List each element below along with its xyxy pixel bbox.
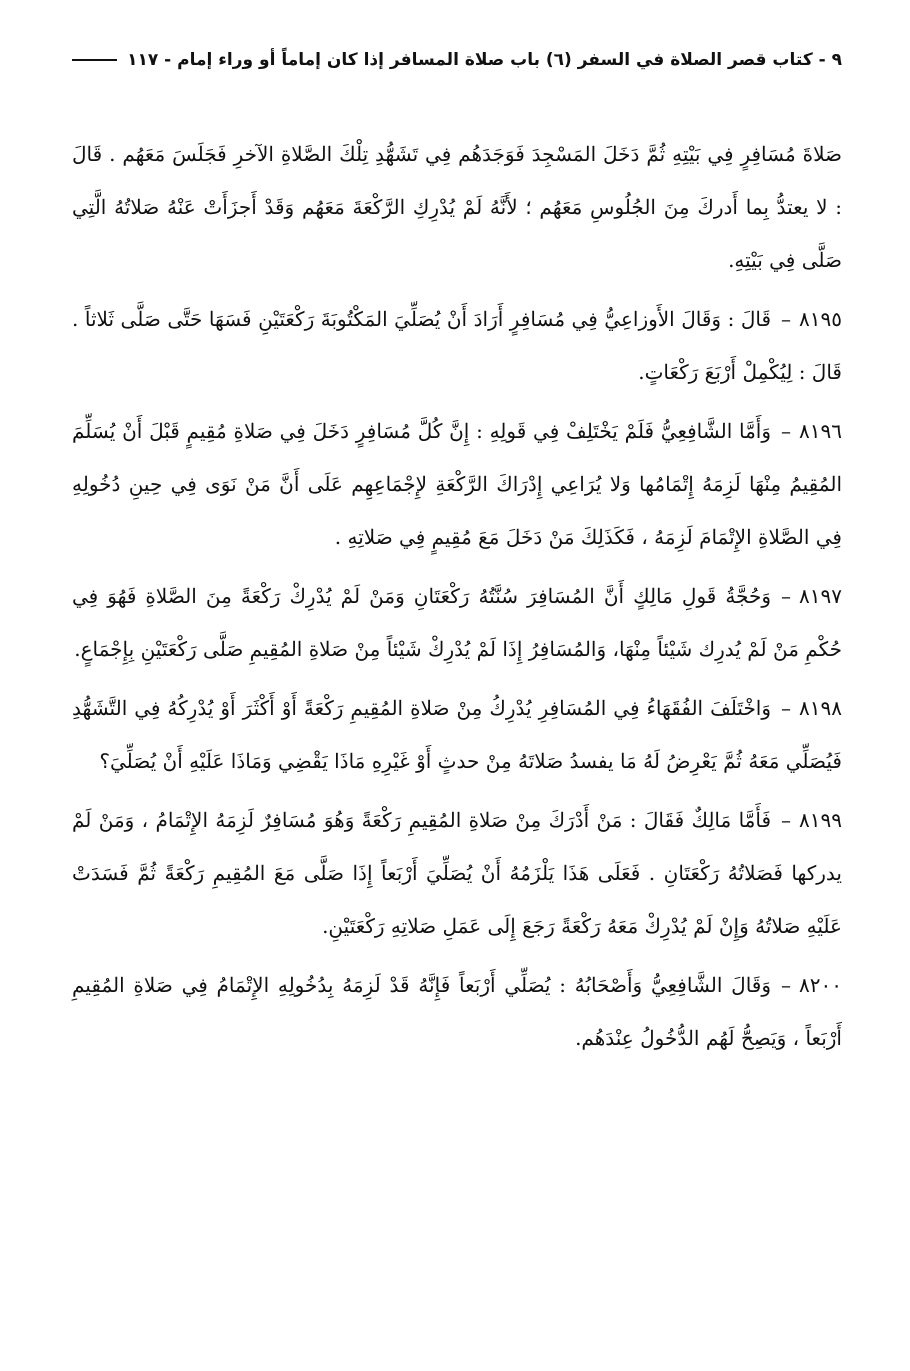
paragraph-number: ٨١٩٨ — [799, 696, 842, 720]
paragraph-dash: – — [781, 307, 792, 331]
paragraph-8195 — [72, 293, 842, 399]
paragraph-8196 — [72, 405, 842, 564]
paragraph-text: وَقَالَ الشَّافِعِيُّ وَأَصْحَابُهُ : يُصَلِّي أَرْبَعاً فَإِنَّهُ قَدْ لَزِمَهُ بِدُخُولِهِ الإِتْمَامُ فِي صَلاةِ المُقِيمِ أَرْبَعاً ، وَيَصِحُّ لَهُم الدُّخُولُ عِنْدَهُم. — [72, 973, 842, 1050]
paragraph-text: وَحُجَّةُ قَولِ مَالِكٍ أَنَّ المُسَافِرَ سُنَّتُهُ رَكْعَتَانِ وَمَنْ لَمْ يُدْرِكْ رَكْعَةً مِنَ الصَّلاةِ فَهُوَ فِي حُكْمِ مَنْ لَمْ يُدرِك شَيْئاً مِنْهَا، وَالمُسَافِرُ إِذَا لَمْ يُدْرِكْ شَيْئاً مِنْ صَلاةِ المُقِيمِ صَلَّى رَكْعَتَيْنِ بِإِجْمَاعٍ. — [72, 584, 842, 661]
running-title: ٩ - كتاب قصر الصلاة في السفر (٦) باب صلاة المسافر إذا كان إماماً أو وراء إمام - ١١٧ — [127, 50, 842, 70]
paragraph-number: ٨١٩٧ — [799, 584, 842, 608]
paragraph-number: ٨١٩٦ — [799, 419, 842, 443]
paragraph-8199 — [72, 794, 842, 953]
paragraph-8197 — [72, 570, 842, 676]
page-body — [72, 128, 842, 1065]
paragraph-number: ٨١٩٩ — [799, 808, 842, 832]
paragraph-dash: – — [781, 973, 792, 997]
paragraph-text: وَاخْتَلَفَ الفُقَهَاءُ فِي المُسَافِرِ يُدْرِكُ مِنْ صَلاةِ المُقِيمِ رَكْعَةً أَوْ أَكْثَرَ أَوْ يُدْرِكُهُ فِي التَّشَهُّدِ فَيُصَلِّي مَعَهُ ثُمَّ يَعْرِضُ لَهُ مَا يفسدُ صَلاتَهُ مِنْ حدثٍ أَوْ غَيْرِهِ مَاذَا يَقْضِي وَمَاذَا عَلَيْهِ أَنْ يُصَلِّيَ؟ — [72, 696, 842, 773]
paragraph-dash: – — [781, 419, 792, 443]
book-page — [72, 40, 842, 1340]
opening-paragraph: صَلاةَ مُسَافِرٍ فِي بَيْتِهِ ثُمَّ دَخَلَ المَسْجِدَ فَوَجَدَهُم فِي تَشَهُّدِ تِلْكَ الصَّلاةِ الآخرِ فَجَلَسَ مَعَهُم . قَالَ : لا يعتدُّ بِما أَدركَ مِنَ الجُلُوسِ مَعَهُم ؛ لأَنَّهُ لَمْ يُدْرِكِ الرَّكْعَةَ مَعَهُم وَقَدْ أَجزَأَتْ عَنْهُ صَلاتُهُ الَّتِي صَلَّى فِي بَيْتِهِ. — [72, 142, 842, 272]
running-header — [72, 40, 842, 80]
paragraph-text: فَأَمَّا مَالِكٌ فَقَالَ : مَنْ أَدْرَكَ مِنْ صَلاةِ المُقِيمِ رَكْعَةً وَهُوَ مُسَافِرٌ لَزِمَهُ الإِتْمَامُ ، وَمَنْ لَمْ يدركها فَصَلاتُهُ رَكْعَتَانِ . فَعَلَى هَذَا يَلْزَمُهُ أَنْ يُصَلِّيَ أَرْبَعاً إِذَا صَلَّى مَعَ المُقِيمِ رَكْعَةً ثُمَّ فَسَدَتْ عَلَيْهِ صَلاتُهُ وَإِنْ لَمْ يُدْرِكْ مَعَهُ رَكْعَةً رَجَعَ إِلَى عَمَلِ صَلاتِهِ رَكْعَتَيْنِ. — [72, 808, 842, 938]
paragraph-dash: – — [781, 808, 792, 832]
paragraph-text: قَالَ : وَقَالَ الأَوزاعِيُّ فِي مُسَافِرٍ أَرَادَ أَنْ يُصَلِّيَ المَكْتُوبَةَ رَكْعَتَيْنِ فَسَهَا حَتَّى صَلَّى ثَلاثاً . قَالَ : لِيُكْمِلْ أَرْبَعَ رَكْعَاتٍ. — [72, 307, 842, 384]
paragraph-number: ٨٢٠٠ — [799, 973, 842, 997]
header-rule — [72, 59, 117, 61]
paragraph-8200 — [72, 959, 842, 1065]
paragraph-number: ٨١٩٥ — [799, 307, 842, 331]
paragraph-dash: – — [781, 696, 792, 720]
paragraph-text: وَأَمَّا الشَّافِعِيُّ فَلَمْ يَخْتَلِفْ فِي قَولِهِ : إِنَّ كُلَّ مُسَافِرٍ دَخَلَ فِي صَلاةِ مُقِيمٍ قَبْلَ أَنْ يُسَلِّمَ المُقِيمُ مِنْهَا لَزِمَهُ إِتْمَامُها وَلا يُرَاعِي إِدْرَاكَ الرَّكْعَةِ لإِجْمَاعِهِم عَلَى أَنَّ مَنْ نَوَى فِي حِينِ دُخُولِهِ فِي الصَّلاةِ الإِتْمَامَ لَزِمَهُ ، فَكَذَلِكَ مَنْ دَخَلَ مَعَ مُقِيمٍ فِي صَلاتِهِ . — [72, 419, 842, 549]
paragraph-8198 — [72, 682, 842, 788]
paragraph-dash: – — [781, 584, 792, 608]
